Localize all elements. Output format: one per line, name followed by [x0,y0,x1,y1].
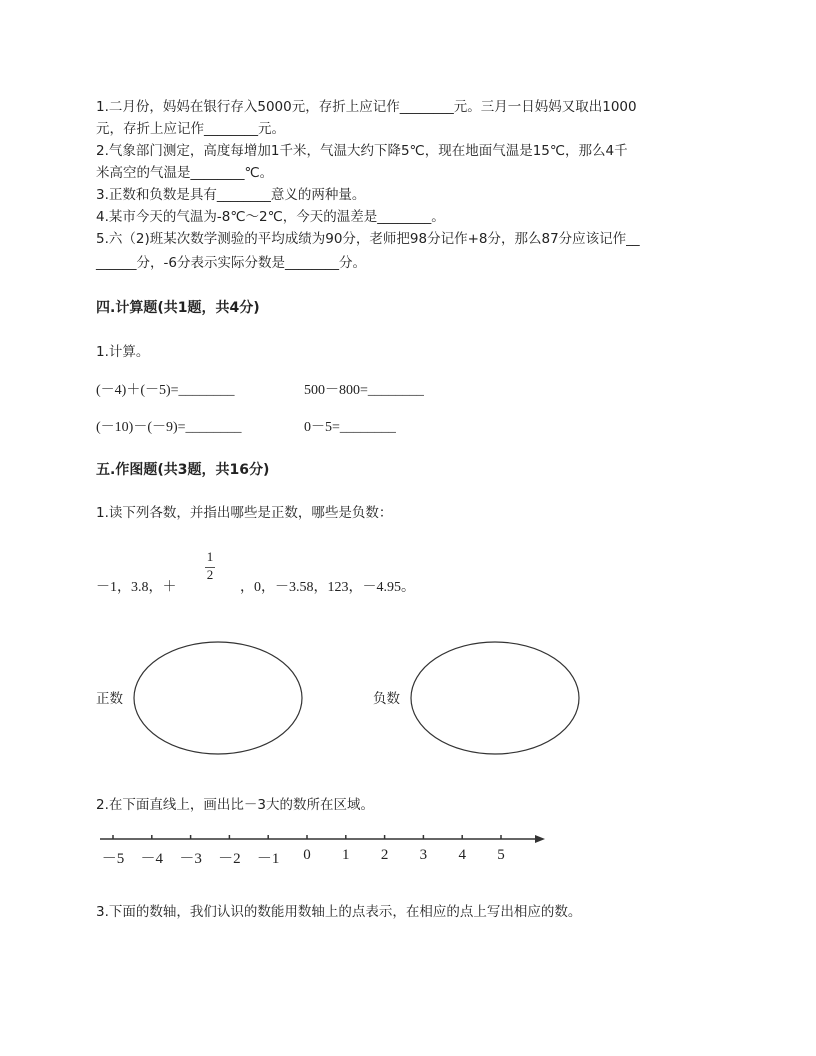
fill-q5-line1: 5.六（2)班某次数学测验的平均成绩为90分，老师把98分记作+8分，那么87分应该记作__ [96,231,640,247]
number-line-label: －3 [179,851,202,867]
number-line-label: 1 [342,847,350,863]
positive-label: 正数 [96,691,123,707]
calc-expr-2: 500－800=________ [304,383,424,398]
negative-label: 负数 [373,691,400,707]
number-line-label: 0 [303,847,311,863]
number-line-label: －2 [218,851,241,867]
section4-q1: 1.计算。 [96,344,150,360]
number-line-label: 3 [419,847,428,863]
number-line-label: －4 [140,851,164,867]
section5-q1: 1.读下列各数，并指出哪些是正数，哪些是负数： [96,505,393,521]
negative-set-ellipse[interactable] [411,642,579,754]
fill-q1-line1: 1.二月份，妈妈在银行存入5000元，存折上应记作________元。三月一日妈妈又取出1000 [96,99,637,115]
number-list-end: ，0，－3.58，123，－4.95。 [240,580,415,595]
fraction-denominator: 2 [206,567,214,582]
fill-q3: 3.正数和负数是具有________意义的两种量。 [96,187,366,203]
section5-title: 五.作图题(共3题，共16分) [96,462,270,478]
section5-q2: 2.在下面直线上，画出比－3大的数所在区域。 [96,797,374,813]
section5-q3: 3.下面的数轴，我们认识的数能用数轴上的点表示，在相应的点上写出相应的数。 [96,904,582,920]
calc-expr-1: (－4)＋(－5)=________ [96,383,235,398]
number-line-label: －5 [101,851,125,867]
fill-q2-line1: 2.气象部门测定，高度每增加1千米，气温大约下降5℃，现在地面气温是15℃，那么4千 [96,143,628,159]
number-line-arrow [535,835,545,843]
fill-q4: 4.某市今天的气温为-8℃～2℃，今天的温差是________。 [96,209,445,225]
number-line-label: 2 [380,847,389,863]
calc-expr-4: 0－5=________ [304,420,396,435]
fraction-numerator: 1 [206,549,214,564]
number-line-label: 5 [497,847,505,863]
calc-expr-3: (－10)－(－9)=________ [96,420,242,435]
fill-q1-line2: 元，存折上应记作________元。 [96,121,285,137]
positive-set-ellipse[interactable] [134,642,302,754]
number-line-label: 4 [458,847,466,863]
number-line-label: －1 [256,851,280,867]
number-list-start: －1，3.8，＋ [96,580,177,595]
fill-q2-line2: 米高空的气温是________℃。 [96,165,274,181]
fill-q5-line2: ______分，-6分表示实际分数是________分。 [96,255,366,271]
section4-title: 四.计算题(共1题，共4分) [96,300,260,316]
